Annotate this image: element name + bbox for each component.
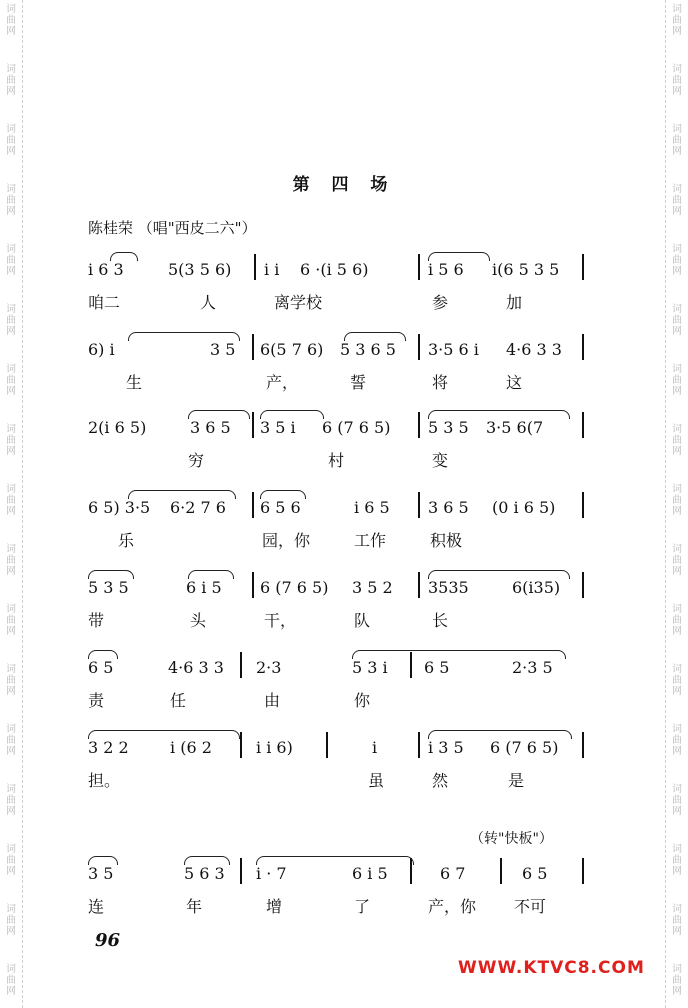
note-group: 3 5 xyxy=(210,340,236,359)
note-group: 3 5 i xyxy=(260,418,296,437)
margin-watermark-text: 词曲网 xyxy=(672,964,682,997)
bar-line xyxy=(254,254,256,280)
page-number: 96 xyxy=(95,930,121,951)
lyric: 产， xyxy=(266,373,299,392)
margin-watermark-text: 词曲网 xyxy=(672,124,682,157)
bar-line xyxy=(582,492,584,518)
margin-watermark-text: 词曲网 xyxy=(6,244,16,277)
lyric: 穷 xyxy=(188,451,205,470)
lyric: 责 xyxy=(88,691,105,710)
note-group: i i 6) xyxy=(256,738,293,757)
note-group: 3 5 xyxy=(88,864,114,883)
bar-line xyxy=(240,858,242,884)
bar-line xyxy=(252,334,254,360)
note-group: i i xyxy=(264,260,280,279)
bar-line xyxy=(418,412,420,438)
lyric: 园，你 xyxy=(262,531,311,550)
lyric: 由 xyxy=(264,691,281,710)
bar-line xyxy=(418,334,420,360)
note-group: 5 3 i xyxy=(352,658,388,677)
margin-watermark-text: 词曲网 xyxy=(6,784,16,817)
note-group: 5 3 6 5 xyxy=(340,340,396,359)
lyric: 离学校 xyxy=(274,293,323,312)
lyric: 工作 xyxy=(354,531,387,550)
lyric: 生 xyxy=(126,373,143,392)
margin-watermark-text: 词曲网 xyxy=(6,724,16,757)
note-group: 6 7 xyxy=(440,864,466,883)
note-group: 6·2 7 6 xyxy=(170,498,226,517)
bar-line xyxy=(582,572,584,598)
note-group: 6(i35) xyxy=(512,578,561,597)
lyric: 长 xyxy=(432,611,449,630)
note-group: 5 3 5 xyxy=(88,578,129,597)
lyric: 连 xyxy=(88,897,105,916)
margin-watermark-text: 词曲网 xyxy=(6,964,16,997)
note-group: i 5 6 xyxy=(428,260,464,279)
note-group: 6 5) 3·5 xyxy=(88,498,151,517)
note-group: 3·5 6 i xyxy=(428,340,479,359)
margin-watermark-text: 词曲网 xyxy=(672,844,682,877)
margin-watermark-text: 词曲网 xyxy=(672,4,682,37)
bar-line xyxy=(240,732,242,758)
bar-line xyxy=(252,412,254,438)
margin-watermark-text: 词曲网 xyxy=(672,244,682,277)
lyric: 年 xyxy=(186,897,203,916)
note-group: 6 5 6 xyxy=(260,498,301,517)
note-group: 6 ·(i 5 6) xyxy=(300,260,369,279)
margin-watermark-text: 词曲网 xyxy=(6,424,16,457)
lyric: 村 xyxy=(328,451,345,470)
bar-line xyxy=(582,334,584,360)
score-line xyxy=(88,730,598,800)
margin-watermark-text: 词曲网 xyxy=(672,904,682,937)
note-group: 6 (7 6 5) xyxy=(490,738,559,757)
note-group: i(6 5 3 5 xyxy=(492,260,560,279)
note-group: i 3 5 xyxy=(428,738,464,757)
note-group: 3 2 2 xyxy=(88,738,129,757)
lyric: 誓 xyxy=(350,373,367,392)
margin-watermark-text: 词曲网 xyxy=(6,4,16,37)
lyric: 积极 xyxy=(430,531,463,550)
bar-line xyxy=(252,492,254,518)
bar-line xyxy=(240,652,242,678)
margin-watermark-text: 词曲网 xyxy=(672,724,682,757)
note-group: i 6 3 xyxy=(88,260,124,279)
note-group: 3 5 2 xyxy=(352,578,393,597)
margin-watermark-text: 词曲网 xyxy=(6,844,16,877)
margin-watermark-text: 词曲网 xyxy=(6,184,16,217)
score-line xyxy=(88,252,598,322)
lyric: 带 xyxy=(88,611,105,630)
score-line xyxy=(88,332,598,402)
lyric: 担。 xyxy=(88,771,121,790)
margin-watermark-text: 词曲网 xyxy=(672,64,682,97)
note-group: 3535 xyxy=(428,578,469,597)
lyric: 乐 xyxy=(118,531,135,550)
note-group: (0 i 6 5) xyxy=(492,498,556,517)
lyric: 了 xyxy=(354,897,371,916)
lyric: 虽 xyxy=(368,771,385,790)
note-group: 5(3 5 6) xyxy=(168,260,232,279)
bar-line xyxy=(252,572,254,598)
note-group: 6(5 7 6) xyxy=(260,340,324,359)
bar-line xyxy=(582,732,584,758)
bar-line xyxy=(410,652,412,678)
lyric: 将 xyxy=(432,373,449,392)
note-group: 3 6 5 xyxy=(428,498,469,517)
bar-line xyxy=(418,492,420,518)
margin-watermark-text: 词曲网 xyxy=(6,604,16,637)
note-group: 5 6 3 xyxy=(184,864,225,883)
margin-watermark-text: 词曲网 xyxy=(672,364,682,397)
bar-line xyxy=(418,732,420,758)
lyric: 你 xyxy=(354,691,371,710)
note-group: i xyxy=(372,738,378,757)
scene-title: 第 四 场 xyxy=(292,175,396,195)
lyric: 队 xyxy=(354,611,371,630)
margin-watermark-text: 词曲网 xyxy=(6,364,16,397)
lyric: 这 xyxy=(506,373,523,392)
margin-watermark-text: 词曲网 xyxy=(672,184,682,217)
score-line xyxy=(88,650,598,720)
lyric: 变 xyxy=(432,451,449,470)
note-group: 5 3 5 xyxy=(428,418,469,437)
lyric: 增 xyxy=(266,897,283,916)
margin-watermark-text: 词曲网 xyxy=(6,664,16,697)
bar-line xyxy=(410,858,412,884)
note-group: 3 6 5 xyxy=(190,418,231,437)
note-group: i 6 5 xyxy=(354,498,390,517)
lyric: 人 xyxy=(200,293,217,312)
note-group: 2(i 6 5) xyxy=(88,418,147,437)
margin-watermark-text: 词曲网 xyxy=(672,304,682,337)
bar-line xyxy=(500,858,502,884)
note-group: 6 5 xyxy=(424,658,450,677)
margin-watermark-text: 词曲网 xyxy=(672,544,682,577)
note-group: 4·6 3 3 xyxy=(506,340,562,359)
singer-label: 陈桂荣 （唱"西皮二六"） xyxy=(88,219,257,237)
lyric: 不可 xyxy=(514,897,547,916)
lyric: 参 xyxy=(432,293,449,312)
bar-line xyxy=(326,732,328,758)
score-line xyxy=(88,490,598,560)
note-group: 6) i xyxy=(88,340,115,359)
bar-line xyxy=(582,858,584,884)
margin-watermark-text: 词曲网 xyxy=(6,484,16,517)
lyric: 咱二 xyxy=(88,293,121,312)
site-watermark: WWW.KTVC8.COM xyxy=(458,958,645,978)
note-group: 3·5 6(7 xyxy=(486,418,544,437)
note-group: i (6 2 xyxy=(170,738,212,757)
margin-watermark-text: 词曲网 xyxy=(672,424,682,457)
note-group: 6 i 5 xyxy=(186,578,222,597)
bar-line xyxy=(418,572,420,598)
margin-watermark-text: 词曲网 xyxy=(6,904,16,937)
lyric: 产，你 xyxy=(428,897,477,916)
tempo-change-note: （转"快板"） xyxy=(470,831,553,847)
note-group: 2·3 xyxy=(256,658,282,677)
margin-watermark-text: 词曲网 xyxy=(672,604,682,637)
margin-watermark-text: 词曲网 xyxy=(672,784,682,817)
margin-watermark-text: 词曲网 xyxy=(672,484,682,517)
note-group: 6 i 5 xyxy=(352,864,388,883)
lyric: 然 xyxy=(432,771,449,790)
note-group: 6 (7 6 5) xyxy=(322,418,391,437)
note-group: 6 5 xyxy=(522,864,548,883)
bar-line xyxy=(418,254,420,280)
lyric: 是 xyxy=(508,771,525,790)
note-group: 6 5 xyxy=(88,658,114,677)
note-group: 6 (7 6 5) xyxy=(260,578,329,597)
bar-line xyxy=(582,412,584,438)
score-line xyxy=(88,570,598,640)
margin-watermark-text: 词曲网 xyxy=(6,124,16,157)
margin-watermark-text: 词曲网 xyxy=(672,664,682,697)
margin-watermark-text: 词曲网 xyxy=(6,64,16,97)
note-group: 2·3 5 xyxy=(512,658,553,677)
score-line xyxy=(88,410,598,480)
lyric: 干， xyxy=(264,611,297,630)
bar-line xyxy=(582,254,584,280)
note-group: i · 7 xyxy=(256,864,287,883)
lyric: 加 xyxy=(506,293,523,312)
note-group: 4·6 3 3 xyxy=(168,658,224,677)
margin-watermark-text: 词曲网 xyxy=(6,544,16,577)
margin-watermark-text: 词曲网 xyxy=(6,304,16,337)
lyric: 任 xyxy=(170,691,187,710)
score-line xyxy=(88,856,598,926)
lyric: 头 xyxy=(190,611,207,630)
